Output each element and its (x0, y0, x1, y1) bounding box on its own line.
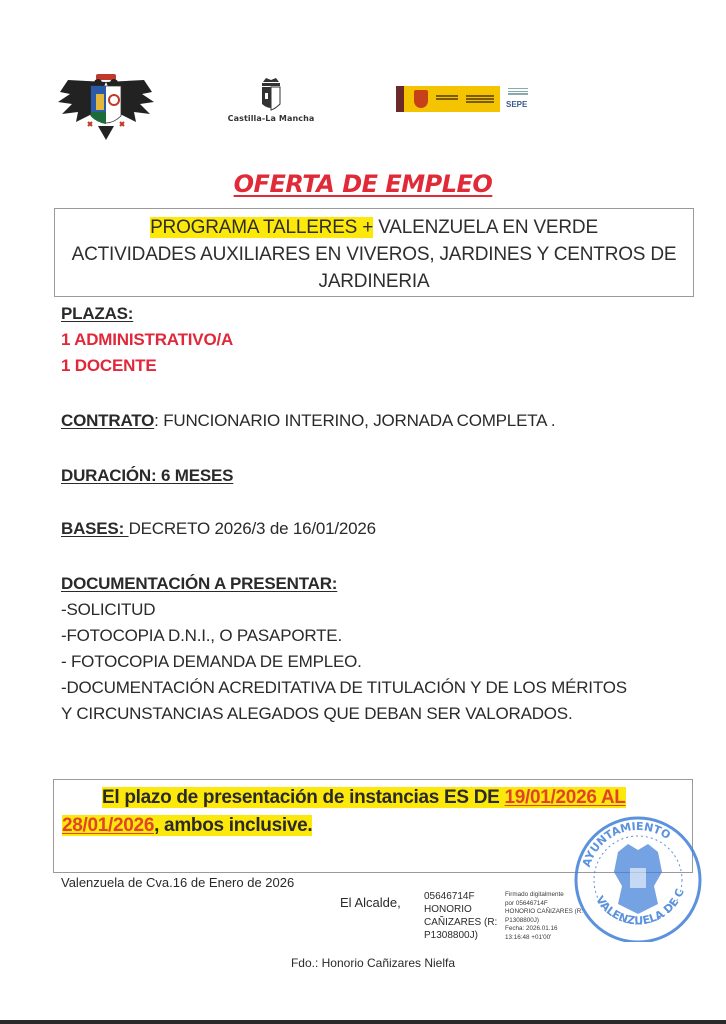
sepe-label: SEPE (506, 100, 528, 109)
ministry-text-lines (466, 95, 494, 104)
digital-signature-line: 13:16:48 +01'00' (505, 933, 552, 941)
stamp-seal-icon (566, 812, 708, 942)
digital-signature-line: por 05646714F (505, 899, 548, 907)
documentacion-label: DOCUMENTACIÓN A PRESENTAR: (61, 574, 338, 593)
flag-strip (396, 86, 404, 112)
plazas-label: PLAZAS: (61, 304, 134, 323)
contrato-label: CONTRATO (61, 411, 155, 430)
castilla-la-mancha-logo (226, 76, 316, 128)
page-bottom-edge (0, 1020, 726, 1024)
documentacion-item: -DOCUMENTACIÓN ACREDITATIVA DE TITULACIÓN Y DE LOS MÉRITOS (61, 678, 627, 697)
signed-by: Fdo.: Honorio Cañizares Nielfa (290, 956, 456, 970)
documentacion-item: -SOLICITUD (61, 600, 156, 619)
deadline-text: El plazo de presentación de instancias ES DE (102, 787, 505, 808)
program-name: VALENZUELA EN VERDE (373, 217, 598, 238)
title-text: OFERTA DE EMPLEO (233, 170, 493, 198)
castilla-la-mancha-icon (260, 76, 282, 112)
deadline-line-1 (62, 784, 692, 812)
digital-signature-line: P1308800J) (505, 916, 539, 924)
plaza-item: 1 DOCENTE (61, 356, 157, 375)
program-line-3: JARDINERIA (318, 271, 430, 292)
program-line-2: ACTIVIDADES AUXILIARES EN VIVEROS, JARDINES Y CENTROS DE (71, 244, 677, 265)
digital-signature-block (505, 891, 583, 942)
contrato-section (61, 408, 555, 434)
program-line-1 (55, 214, 693, 241)
signature-id-line: CAÑIZARES (R: (424, 917, 498, 928)
program-box (54, 208, 694, 297)
gobierno-espana-sepe-logo (396, 84, 531, 114)
program-highlight: PROGRAMA TALLERES + (150, 217, 374, 238)
deadline-start-date: 19/01/2026 AL (504, 787, 626, 808)
documentacion-section (61, 571, 627, 727)
spain-shield-icon (414, 90, 428, 108)
signer-role: El Alcalde, (340, 895, 401, 910)
contrato-value: : FUNCIONARIO INTERINO, JORNADA COMPLETA . (154, 411, 556, 430)
plaza-item: 1 ADMINISTRATIVO/A (61, 330, 234, 349)
signature-id (424, 890, 497, 942)
bases-value: DECRETO 2026/3 de 16/01/2026 (128, 519, 376, 538)
documentacion-item: Y CIRCUNSTANCIAS ALEGADOS QUE DEBAN SER VALORADOS. (61, 704, 573, 723)
signature-id-line: P1308800J) (424, 930, 478, 941)
deadline-end-date: 28/01/2026 (62, 815, 155, 836)
svg-text:AYUNTAMIENTO: AYUNTAMIENTO (579, 819, 673, 869)
plazas-section (61, 301, 233, 379)
duracion-section (61, 463, 233, 489)
signature-id-line: HONORIO (424, 904, 472, 915)
ministry-text-lines (436, 95, 458, 104)
documentacion-item: - FOTOCOPIA DEMANDA DE EMPLEO. (61, 652, 362, 671)
digital-signature-line: HONORIO CAÑIZARES (R: (505, 908, 584, 915)
signature-id-line: 05646714F (424, 891, 475, 902)
ayuntamiento-stamp (566, 812, 708, 942)
digital-signature-line: Fecha: 2026.01.16 (505, 925, 558, 932)
coat-of-arms-icon (58, 72, 154, 142)
digital-signature-line: Firmado digitalmente (505, 891, 564, 898)
document-title (0, 170, 726, 198)
castilla-la-mancha-text: Castilla-La Mancha (227, 114, 315, 123)
coat-of-arms-logo (58, 72, 154, 142)
sepe-small-text (508, 88, 528, 96)
place-and-date: Valenzuela de Cva.16 de Enero de 2026 (61, 875, 295, 890)
deadline-suffix: , ambos inclusive. (154, 815, 313, 836)
documentacion-item: -FOTOCOPIA D.N.I., O PASAPORTE. (61, 626, 342, 645)
duracion-label: DURACIÓN: 6 MESES (61, 466, 234, 485)
bases-section (61, 516, 376, 542)
bases-label: BASES: (61, 519, 129, 538)
svg-text:VALENZUELA DE CVA.: VALENZUELA DE C (593, 886, 687, 928)
